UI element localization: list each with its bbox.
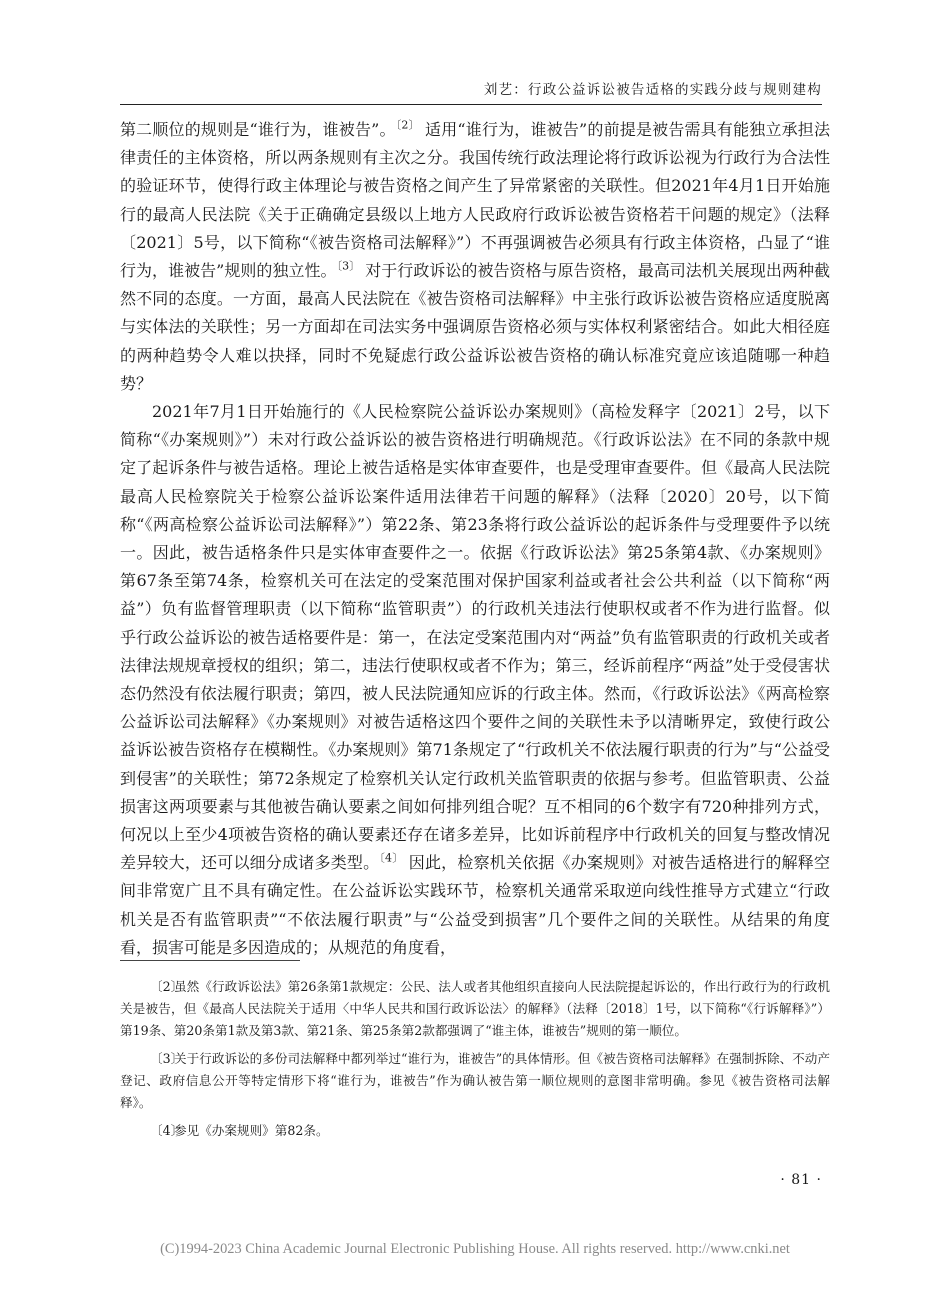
copyright-notice: (C)1994-2023 China Academic Journal Electronic Publishing House. All rights reserved. http://www.cnki.net	[160, 1241, 790, 1257]
main-text	[120, 116, 830, 962]
footnote-3: 〔3〕关于行政诉讼的多份司法解释中都列举过“谁行为，谁被告”的具体情形。但《被告资格司法解释》在强制拆除、不动产登记、政府信息公开等特定情形下将“谁行为，谁被告”作为确认被告第一顺位规则的意图非常明确。参见《被告资格司法解释》。	[120, 1051, 830, 1110]
footnote-ref-2[interactable]: 〔2〕	[395, 118, 420, 132]
footnote-ref-4[interactable]: 〔4〕	[379, 851, 404, 865]
footnote-ref-3[interactable]: 〔3〕	[336, 259, 361, 273]
paragraph-2: 2021年7月1日开始施行的《人民检察院公益诉讼办案规则》（高检发释字〔2021〕2号，以下简称“《办案规则》”）未对行政公益诉讼的被告资格进行明确规范。《行政诉讼法》在不同的条款中规定了起诉条件与被告适格。理论上被告适格是实体审查要件，也是受理审查要件。但《最高人民法院最高人民检察院关于检察公益诉讼案件适用法律若干问题的解释》（法释〔2020〕20号，以下简称“《两高检察公益诉讼司法解释》”）第22条、第23条将行政公益诉讼的起诉条件与受理要件予以统一。因此，被告适格条件只是实体审查要件之一。依据《行政诉讼法》第25条第4款、《办案规则》第67条至第74条，检察机关可在法定的受案范围对保护国家利益或者社会公共利益（以下简称“两益”）负有监督管理职责（以下简称“监管职责”）的行政机关违法行使职权或者不作为进行监督。似乎行政公益诉讼的被告适格要件是：第一，在法定受案范围内对“两益”负有监管职责的行政机关或者法律法规规章授权的组织；第二，违法行使职权或者不作为；第三，经诉前程序“两益”处于受侵害状态仍然没有依法履行职责；第四，被人民法院通知应诉的行政主体。然而，《行政诉讼法》《两高检察公益诉讼司法解释》《办案规则》对被告适格这四个要件之间的关联性未予以清晰界定，致使行政公益诉讼被告资格存在模糊性。《办案规则》第71条规定了“行政机关不依法履行职责的行为”与“公益受到侵害”的关联性；第72条规定了检察机关认定行政机关监管职责的依据与参考。但监管职责、公益损害这两项要素与其他被告确认要素之间如何排列组合呢？互不相同的6个数字有720种排列方式，何况以上至少4项被告资格的确认要素还存在诸多差异，比如诉前程序中行政机关的回复与整改情况差异较大，还可以细分成诸多类型。$^{〔4〕}$ 因此，检察机关依据《办案规则》对被告适格进行的解释空间非常宽广且不具有确定性。在公益诉讼实践环节，检察机关通常采取逆向线性推导方式建立“行政机关是否有监管职责”“不依法履行职责”与“公益受到损害”几个要件之间的关联性。从结果的角度看，损害可能是多因造成的；从规范的角度看，	[120, 402, 830, 957]
page-number: · 81 ·	[780, 1172, 822, 1188]
footnote-4: 〔4〕参见《办案规则》第82条。	[150, 1123, 329, 1138]
running-header	[120, 78, 822, 105]
paragraph-1: 第二顺位的规则是“谁行为，谁被告”。$^{〔2〕}$ 适用“谁行为，谁被告”的前提是被告需具有能独立承担法律责任的主体资格，所以两条规则有主次之分。我国传统行政法理论将行政诉讼视为行政行为合法性的验证环节，使得行政主体理论与被告资格之间产生了异常紧密的关联性。但2021年4月1日开始施行的最高人民法院《关于正确确定县级以上地方人民政府行政诉讼被告资格若干问题的规定》（法释〔2021〕5号，以下简称“《被告资格司法解释》”）不再强调被告必须具有行政主体资格，凸显了“谁行为，谁被告”规则的独立性。$^{〔3〕}$ 对于行政诉讼的被告资格与原告资格，最高司法机关展现出两种截然不同的态度。一方面，最高人民法院在《被告资格司法解释》中主张行政诉讼被告资格应适度脱离与实体法的关联性；另一方面却在司法实务中强调原告资格必须与实体权利紧密结合。如此大相径庭的两种趋势令人难以抉择，同时不免疑虑行政公益诉讼被告资格的确认标准究竟应该追随哪一种趋势？	[120, 118, 830, 393]
footnote-2: 〔2〕虽然《行政诉讼法》第26条第1款规定：公民、法人或者其他组织直接向人民法院提起诉讼的，作出行政行为的行政机关是被告，但《最高人民法院关于适用〈中华人民共和国行政诉讼法〉的解释》（法释〔2018〕1号，以下简称“《行诉解释》”）第19条、第20条第1款及第3款、第21条、第25条第2款都强调了“谁主体，谁被告”规则的第一顺位。	[120, 979, 830, 1038]
footnotes	[120, 976, 830, 1148]
running-title: 刘艺：行政公益诉讼被告适格的实践分歧与规则建构	[483, 82, 822, 98]
footnote-divider	[120, 960, 300, 961]
